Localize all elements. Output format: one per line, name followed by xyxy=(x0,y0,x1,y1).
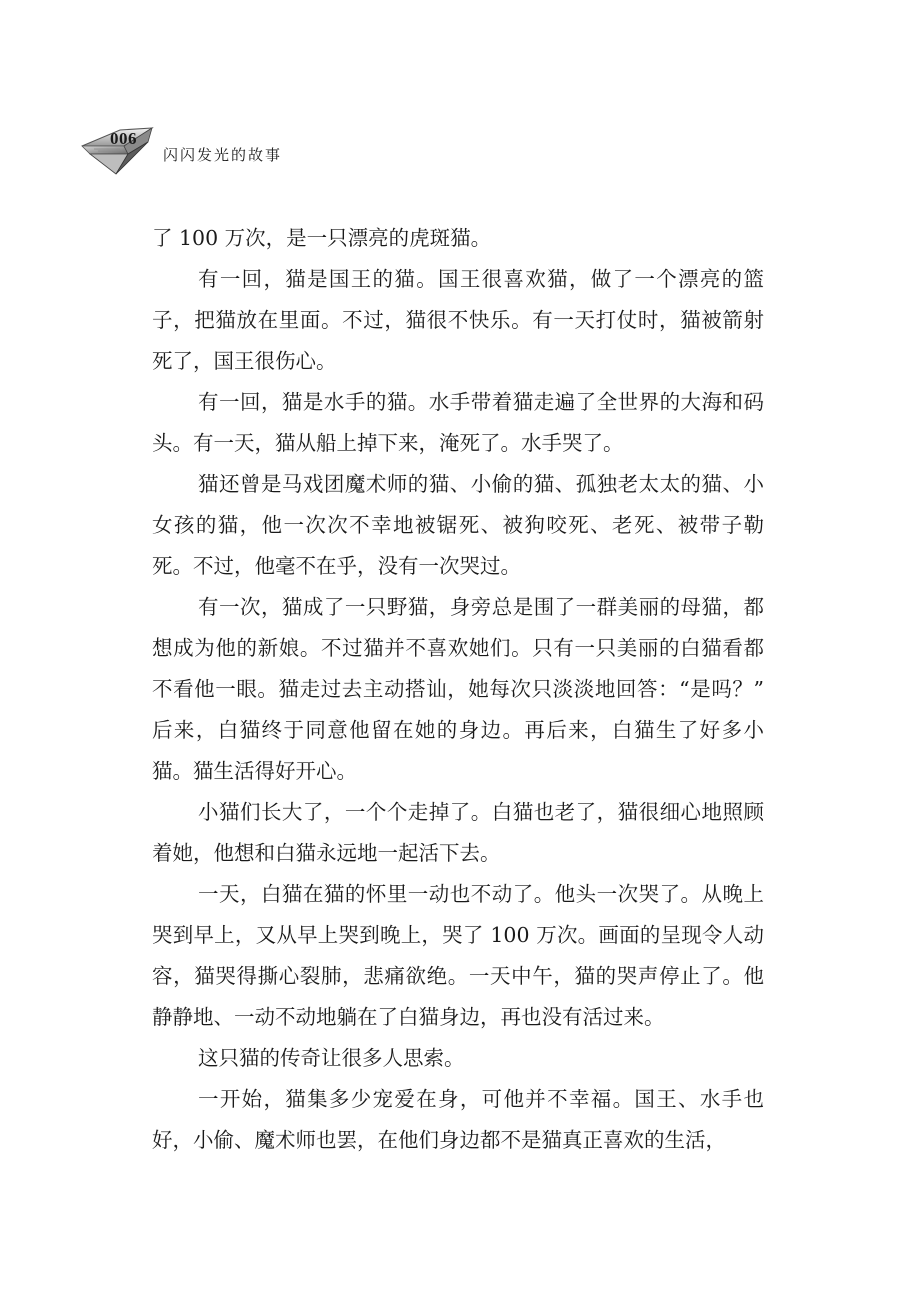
page-number: 006 xyxy=(110,129,137,148)
paragraph: 这只猫的传奇让很多人思索。 xyxy=(198,1046,465,1070)
paragraph: 有一回，猫是国王的猫。国王很喜欢猫，做了一个漂亮的篮子，把猫放在里面。不过，猫很不快乐。有一天打仗时，猫被箭射死了，国王很伤心。 xyxy=(152,267,764,373)
paragraph: 一天，白猫在猫的怀里一动也不动了。他头一次哭了。从晚上哭到早上，又从早上哭到晚上，哭了 100 万次。画面的呈现令人动容，猫哭得撕心裂肺，悲痛欲绝。一天中午，猫的哭声停止了。他静静地、一动不动地躺在了白猫身边，再也没有活过来。 xyxy=(152,882,764,1029)
body-text xyxy=(152,218,764,1161)
paragraph: 一开始，猫集多少宠爱在身，可他并不幸福。国王、水手也好，小偷、魔术师也罢，在他们身边都不是猫真正喜欢的生活， xyxy=(152,1087,764,1152)
paragraph: 了 100 万次，是一只漂亮的虎斑猫。 xyxy=(152,226,492,250)
paragraph: 有一次，猫成了一只野猫，身旁总是围了一群美丽的母猫，都想成为他的新娘。不过猫并不喜欢她们。只有一只美丽的白猫看都不看他一眼。猫走过去主动搭讪，她每次只淡淡地回答：“是吗？” 后来，白猫终于同意他留在她的身边。再后来，白猫生了好多小猫。猫生活得好开心。 xyxy=(152,595,764,783)
page-header xyxy=(80,122,340,182)
book-title: 闪闪发光的故事 xyxy=(163,146,283,164)
paragraph: 有一回，猫是水手的猫。水手带着猫走遍了全世界的大海和码头。有一天，猫从船上掉下来，淹死了。水手哭了。 xyxy=(152,390,764,455)
paragraph: 猫还曾是马戏团魔术师的猫、小偷的猫、孤独老太太的猫、小女孩的猫，他一次次不幸地被锯死、被狗咬死、老死、被带子勒死。不过，他毫不在乎，没有一次哭过。 xyxy=(152,472,764,578)
paragraph: 小猫们长大了，一个个走掉了。白猫也老了，猫很细心地照顾着她，他想和白猫永远地一起活下去。 xyxy=(152,800,764,865)
